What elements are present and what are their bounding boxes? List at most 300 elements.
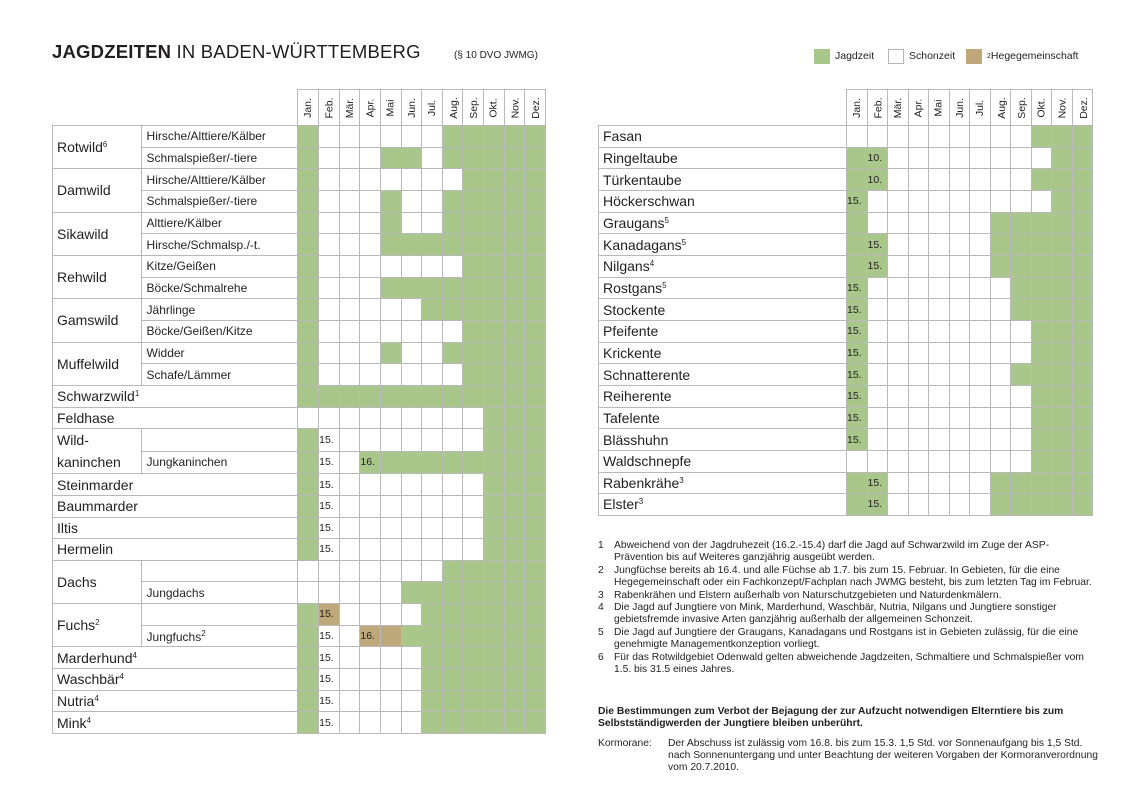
jagdzeit-cell <box>504 451 525 474</box>
table-row <box>53 212 546 234</box>
jagdzeit-cell <box>1011 364 1032 386</box>
jagdzeit-cell <box>442 147 463 169</box>
table-row <box>53 495 546 517</box>
schonzeit-cell <box>339 299 360 321</box>
schonzeit-cell <box>360 647 381 669</box>
schonzeit-cell <box>908 320 929 342</box>
month-label: Okt. <box>1035 97 1048 118</box>
jagdzeit-cell <box>1052 190 1073 212</box>
schonzeit-cell <box>929 364 950 386</box>
month-label: Aug. <box>995 96 1008 119</box>
schonzeit-cell <box>380 669 401 691</box>
jagdzeit-cell <box>504 495 525 517</box>
species-name: Wild- kaninchen <box>53 429 142 474</box>
schonzeit-cell <box>380 407 401 429</box>
hege-label: Hegegemeinschaft <box>990 50 1079 62</box>
table-row <box>599 320 1093 342</box>
bird-name: Ringeltaube <box>599 147 847 169</box>
schonzeit-cell <box>908 190 929 212</box>
month-label: Jun. <box>405 97 418 118</box>
schonzeit-cell <box>463 474 484 496</box>
jagdzeit-cell <box>463 169 484 191</box>
schonzeit-cell <box>867 385 888 407</box>
schonzeit-cell <box>380 364 401 386</box>
schonzeit-cell <box>401 169 422 191</box>
schonzeit-cell <box>360 342 381 364</box>
schonzeit-cell <box>442 474 463 496</box>
jagdzeit-cell <box>484 364 505 386</box>
bird-name: Fasan <box>599 126 847 148</box>
table-row <box>599 299 1093 321</box>
schonzeit-cell <box>929 212 950 234</box>
footnote-ref: 2 <box>201 628 206 638</box>
schonzeit-cell <box>929 126 950 148</box>
jagdzeit-cell <box>442 299 463 321</box>
table-row <box>53 712 546 734</box>
table-row <box>599 147 1093 169</box>
schonzeit-cell <box>929 299 950 321</box>
schonzeit-cell <box>908 255 929 277</box>
schonzeit-cell <box>422 190 443 212</box>
footnote-ref: 5 <box>662 280 667 290</box>
schonzeit-cell <box>949 472 970 494</box>
bird-name: Pfeifente <box>599 320 847 342</box>
schonzeit-cell <box>422 364 443 386</box>
month-label: Apr. <box>912 98 925 117</box>
jagdzeit-cell <box>360 385 381 407</box>
schonzeit-cell <box>380 169 401 191</box>
jagdzeit-cell <box>504 126 525 148</box>
schonzeit-cell <box>949 429 970 451</box>
schonzeit-cell <box>360 539 381 561</box>
jagdzeit-cell <box>401 234 422 256</box>
schonzeit-cell <box>949 299 970 321</box>
jagdzeit-cell <box>525 147 546 169</box>
jagdzeit-cell <box>525 169 546 191</box>
schonzeit-cell <box>949 190 970 212</box>
schonzeit-cell <box>319 299 340 321</box>
table-row <box>53 342 546 364</box>
jagdzeit-cell <box>1072 385 1093 407</box>
table-row <box>53 169 546 191</box>
jagdzeit-cell <box>298 255 319 277</box>
jagdzeit-cell <box>484 147 505 169</box>
jagdzeit-cell <box>401 451 422 474</box>
schonzeit-cell <box>360 560 381 582</box>
month-header <box>484 90 505 126</box>
month-label: Nov. <box>1056 97 1069 118</box>
jagdzeit-cell <box>525 407 546 429</box>
table-row <box>599 190 1093 212</box>
schonzeit-label: Schonzeit <box>909 50 956 62</box>
jagdzeit-cell <box>298 647 319 669</box>
jagdzeit-cell <box>1052 147 1073 169</box>
jagdzeit-cell <box>1052 212 1073 234</box>
subcategory: Schmalspießer/-tiere <box>141 147 298 169</box>
schonzeit-cell <box>888 212 909 234</box>
jagdzeit-cell <box>442 560 463 582</box>
jagdzeit-cell <box>484 582 505 604</box>
jagdzeit-cell <box>484 320 505 342</box>
month-header <box>949 90 970 126</box>
jagdzeit-cell <box>847 147 868 169</box>
schonzeit-cell <box>990 429 1011 451</box>
jagdzeit-cell <box>1072 190 1093 212</box>
schonzeit-cell <box>360 474 381 496</box>
schonzeit-cell <box>867 342 888 364</box>
month-header <box>1052 90 1073 126</box>
jagdzeit-cell <box>1052 364 1073 386</box>
schonzeit-cell <box>339 451 360 474</box>
schonzeit-cell <box>339 625 360 647</box>
jagdzeit-cell <box>484 625 505 647</box>
schonzeit-cell <box>380 690 401 712</box>
jagdzeit-cell <box>847 212 868 234</box>
table-row <box>53 126 546 148</box>
table-row <box>599 407 1093 429</box>
schonzeit-cell <box>908 126 929 148</box>
schonzeit-cell <box>949 450 970 472</box>
bird-name: Blässhuhn <box>599 429 847 451</box>
schonzeit-cell <box>401 429 422 452</box>
jagdzeit-cell <box>525 669 546 691</box>
schonzeit-cell <box>339 126 360 148</box>
schonzeit-cell <box>970 385 991 407</box>
bird-name: Waldschnepfe <box>599 450 847 472</box>
jagdzeit-cell <box>484 385 505 407</box>
jagdzeit-cell <box>525 517 546 539</box>
month-label: Okt. <box>487 97 500 118</box>
legend-hegegemeinschaft <box>966 48 1078 64</box>
schonzeit-cell <box>970 472 991 494</box>
species-name: Sikawild <box>53 212 142 255</box>
jagdzeit-cell <box>463 212 484 234</box>
jagdzeit-cell <box>463 669 484 691</box>
schonzeit-cell <box>360 190 381 212</box>
jagdzeit-cell <box>339 385 360 407</box>
schonzeit-cell <box>401 190 422 212</box>
schonzeit-cell <box>422 255 443 277</box>
kormorane-label: Kormorane: <box>598 738 652 749</box>
month-header <box>1072 90 1093 126</box>
jagdzeit-cell <box>525 429 546 452</box>
schonzeit-cell <box>1011 169 1032 191</box>
footnote-number: 4 <box>598 602 604 614</box>
jagdzeit-cell <box>504 669 525 691</box>
month-header <box>422 90 443 126</box>
subcategory: Hirsche/Schmalsp./-t. <box>141 234 298 256</box>
month-header <box>525 90 546 126</box>
schonzeit-cell <box>422 212 443 234</box>
month-label: Jul. <box>426 99 439 116</box>
schonzeit-cell <box>339 277 360 299</box>
schonzeit-cell <box>867 190 888 212</box>
jagdzeit-cell <box>1031 299 1052 321</box>
month-header-row <box>599 90 1093 126</box>
schonzeit-cell <box>339 234 360 256</box>
month-label: Mär. <box>892 97 905 118</box>
schonzeit-cell <box>298 560 319 582</box>
jagdzeit-cell <box>525 255 546 277</box>
species-name: Mink$^4$ <box>53 712 298 734</box>
jagdzeit-cell <box>442 690 463 712</box>
schonzeit-cell <box>422 169 443 191</box>
species-name: Muffelwild <box>53 342 142 385</box>
schonzeit-cell <box>339 169 360 191</box>
schonzeit-cell <box>319 169 340 191</box>
month-label: Mär. <box>343 97 356 118</box>
subcategory: Kitze/Geißen <box>141 255 298 277</box>
schonzeit-cell <box>970 407 991 429</box>
species-name: Hermelin <box>53 539 298 561</box>
jagdzeit-cell <box>1052 299 1073 321</box>
jagdzeit-cell <box>1031 450 1052 472</box>
schonzeit-cell <box>339 495 360 517</box>
schonzeit-cell <box>319 190 340 212</box>
month-header-row <box>53 90 546 126</box>
schonzeit-cell <box>949 320 970 342</box>
jagdzeit-cell <box>1072 169 1093 191</box>
jagdzeit-cell <box>298 429 319 452</box>
schonzeit-cell <box>949 126 970 148</box>
jagdzeit-cell <box>484 690 505 712</box>
jagdzeit-cell <box>298 474 319 496</box>
schonzeit-cell <box>908 234 929 256</box>
jagdzeit-cell <box>525 299 546 321</box>
schonzeit-cell <box>319 560 340 582</box>
jagdzeit-cell <box>463 385 484 407</box>
jagdzeit-cell <box>401 625 422 647</box>
table-row <box>599 255 1093 277</box>
schonzeit-cell <box>401 712 422 734</box>
schonzeit-cell <box>888 299 909 321</box>
header-blank <box>599 90 847 126</box>
schonzeit-cell <box>990 126 1011 148</box>
schonzeit-cell <box>380 539 401 561</box>
footnote <box>598 602 1098 627</box>
schonzeit-cell <box>929 494 950 516</box>
schonzeit-cell <box>380 320 401 342</box>
jagdzeit-cell <box>484 474 505 496</box>
jagdzeit-cell <box>463 277 484 299</box>
jagdzeit-cell <box>504 169 525 191</box>
jagdzeit-cell <box>442 212 463 234</box>
schonzeit-cell <box>360 364 381 386</box>
table-row <box>599 472 1093 494</box>
jagdzeit-cell <box>1031 277 1052 299</box>
schonzeit-cell <box>888 234 909 256</box>
schonzeit-cell <box>401 212 422 234</box>
schonzeit-cell <box>908 407 929 429</box>
jagdzeit-cell <box>504 342 525 364</box>
jagdzeit-cell <box>1011 472 1032 494</box>
legend-jagdzeit <box>814 48 874 64</box>
species-name: Rehwild <box>53 255 142 298</box>
jagdzeit-cell: 10. <box>867 147 888 169</box>
jagdzeit-cell <box>525 234 546 256</box>
jagdzeit-cell <box>422 669 443 691</box>
bird-name: Graugans$^5$ <box>599 212 847 234</box>
schonzeit-cell <box>339 539 360 561</box>
table-row <box>53 517 546 539</box>
schonzeit-cell <box>929 342 950 364</box>
jagdzeit-cell <box>484 126 505 148</box>
schonzeit-cell <box>360 429 381 452</box>
table-row <box>599 169 1093 191</box>
schonzeit-cell <box>401 647 422 669</box>
schonzeit-cell <box>990 277 1011 299</box>
jagdzeit-cell <box>1072 234 1093 256</box>
schonzeit-cell <box>908 212 929 234</box>
jagdzeit-cell <box>484 429 505 452</box>
schonzeit-cell <box>360 582 381 604</box>
footnote-text: Die Jagd auf Jungtiere von Mink, Marderhund, Waschbär, Nutria, Nilgans und Jungtiere sonstiger gebietsfremde invasive Arten ganzjährig außerhalb der allgemeinen Schonzeit. <box>614 602 1057 626</box>
schonzeit-cell <box>319 582 340 604</box>
jagdzeit-cell <box>442 385 463 407</box>
schonzeit-cell <box>990 299 1011 321</box>
jagdzeit-cell <box>401 385 422 407</box>
jagdzeit-cell <box>484 190 505 212</box>
schonzeit-cell <box>970 190 991 212</box>
jagdzeit-cell <box>298 234 319 256</box>
schonzeit-cell <box>319 277 340 299</box>
schonzeit-cell <box>908 429 929 451</box>
schonzeit-cell <box>401 126 422 148</box>
jagdzeit-cell <box>463 364 484 386</box>
schonzeit-cell <box>949 494 970 516</box>
schonzeit-cell <box>380 560 401 582</box>
jagdzeit-cell <box>422 277 443 299</box>
schonzeit-cell <box>463 539 484 561</box>
jagdzeit-cell <box>847 472 868 494</box>
jagdzeit-cell <box>298 169 319 191</box>
jagdzeit-cell <box>504 560 525 582</box>
schonzeit-cell: 15. <box>319 495 340 517</box>
table-row <box>53 407 546 429</box>
schonzeit-cell <box>867 212 888 234</box>
footnote-number: 3 <box>598 589 604 601</box>
jagdzeit-cell <box>319 385 340 407</box>
footnote-ref: 5 <box>681 237 687 247</box>
jagdzeit-cell <box>525 364 546 386</box>
jagdzeit-cell <box>298 342 319 364</box>
schonzeit-cell <box>360 169 381 191</box>
jagdzeit-cell <box>298 126 319 148</box>
schonzeit-cell <box>360 604 381 626</box>
table-row <box>53 299 546 321</box>
schonzeit-cell <box>360 690 381 712</box>
subcategory: Jährlinge <box>141 299 298 321</box>
schonzeit-cell <box>360 712 381 734</box>
jagdzeit-cell: 10. <box>867 169 888 191</box>
schonzeit-cell <box>442 429 463 452</box>
bird-name: Stockente <box>599 299 847 321</box>
footnote <box>598 540 1098 565</box>
legend-schonzeit <box>888 48 955 64</box>
species-name: Nutria$^4$ <box>53 690 298 712</box>
jagdzeit-cell <box>1072 212 1093 234</box>
jagdzeit-cell <box>298 712 319 734</box>
jagdzeit-cell <box>380 385 401 407</box>
bird-name: Nilgans$^4$ <box>599 255 847 277</box>
schonzeit-cell <box>1011 342 1032 364</box>
footnote-text: Rabenkrähen und Elstern außerhalb von Naturschutzgebieten und Naturdenkmälern. <box>614 589 1002 601</box>
month-header <box>1011 90 1032 126</box>
jagdzeit-cell <box>525 385 546 407</box>
schonzeit-cell <box>380 582 401 604</box>
schonzeit-cell <box>360 147 381 169</box>
jagdzeit-cell <box>1072 364 1093 386</box>
table-row <box>53 647 546 669</box>
jagdzeit-cell <box>504 429 525 452</box>
schonzeit-cell <box>401 669 422 691</box>
schonzeit-cell <box>319 364 340 386</box>
jagdzeit-cell <box>1072 277 1093 299</box>
schonzeit-cell: 15. <box>319 690 340 712</box>
jagdzeit-cell <box>1052 494 1073 516</box>
hege-cell: 15. <box>319 604 340 626</box>
jagdzeit-cell <box>1052 169 1073 191</box>
jagdzeit-cell <box>1052 234 1073 256</box>
schonzeit-cell <box>319 255 340 277</box>
jagdzeit-cell <box>1031 169 1052 191</box>
table-row <box>599 212 1093 234</box>
schonzeit-cell <box>360 299 381 321</box>
schonzeit-cell <box>929 385 950 407</box>
footnote-text: Jungfüchse bereits ab 16.4. und alle Füchse ab 1.7. bis zum 15. Februar. In Gebieten, für die eine Hegegemeinschaft oder ein Fachkonzept/Fachplan nach JWMG besteht, bis zum letzten Tag im Februar. <box>614 564 1092 589</box>
jagdzeit-cell <box>463 582 484 604</box>
schonzeit-cell <box>908 385 929 407</box>
jagdzeit-cell <box>298 190 319 212</box>
page-title: JAGDZEITEN IN BADEN-WÜRTTEMBERG <box>52 41 421 62</box>
month-label: Dez. <box>530 96 543 119</box>
month-label: Aug. <box>447 96 460 119</box>
species-name: Rotwild$^6$ <box>53 126 142 169</box>
month-label: Mai <box>384 99 397 116</box>
schonzeit-cell <box>401 364 422 386</box>
jagdzeit-cell <box>442 451 463 474</box>
schonzeit-cell <box>929 277 950 299</box>
jagdzeit-cell <box>463 647 484 669</box>
schonzeit-cell <box>1011 147 1032 169</box>
jagdzeit-cell <box>504 364 525 386</box>
schonzeit-cell <box>888 277 909 299</box>
schonzeit-cell <box>970 212 991 234</box>
schonzeit-cell <box>422 474 443 496</box>
footnote-ref: 4 <box>119 672 124 682</box>
jagdzeit-cell <box>1072 450 1093 472</box>
jagdzeit-cell <box>525 212 546 234</box>
footnotes <box>598 540 1098 676</box>
jagdzeit-cell <box>847 494 868 516</box>
schonzeit-cell <box>888 190 909 212</box>
bird-name: Tafelente <box>599 407 847 429</box>
month-label: Jul. <box>973 99 986 116</box>
jagdzeit-cell <box>525 625 546 647</box>
jagdzeit-cell <box>298 451 319 474</box>
schonzeit-cell <box>888 147 909 169</box>
schonzeit-cell <box>929 472 950 494</box>
schonzeit-cell: 15. <box>319 517 340 539</box>
species-name: Fuchs$^2$ <box>53 604 142 647</box>
schonzeit-cell <box>360 320 381 342</box>
table-row <box>53 604 546 626</box>
schonzeit-cell <box>319 342 340 364</box>
schonzeit-cell <box>970 364 991 386</box>
table-row <box>53 255 546 277</box>
schonzeit-cell <box>360 234 381 256</box>
jagdzeit-cell <box>1072 147 1093 169</box>
